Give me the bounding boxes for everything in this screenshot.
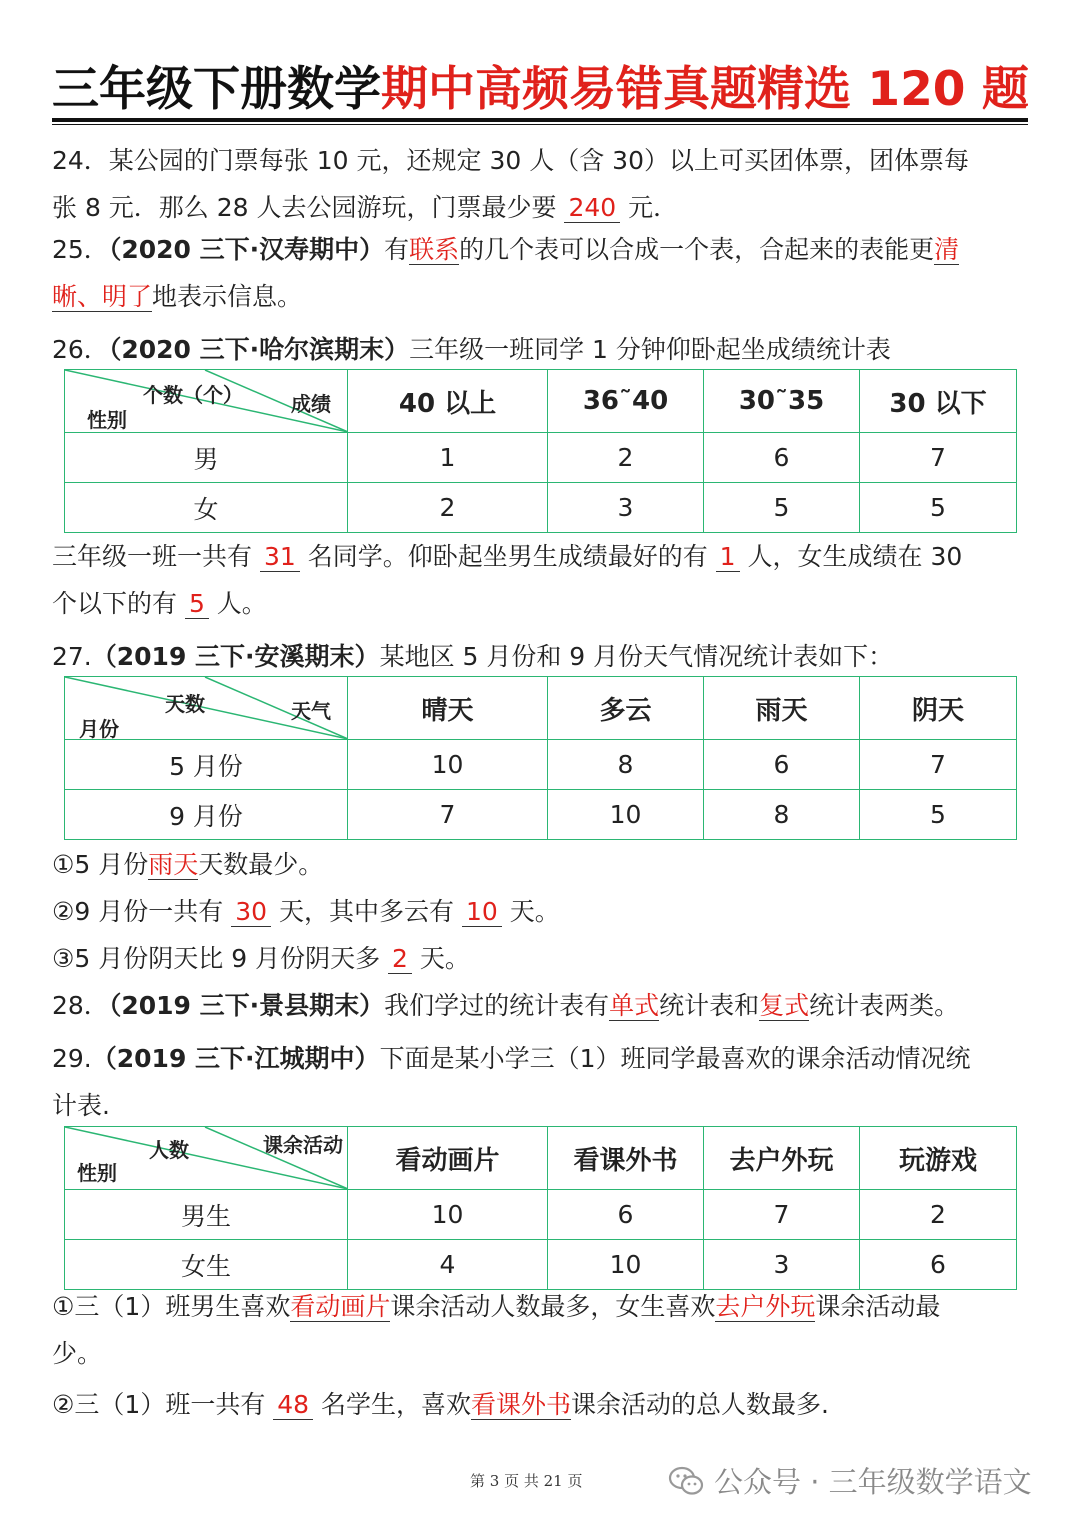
diagonal-header-cell: 天数 天气 月份 (65, 677, 348, 740)
q26-sentence-1: 三年级一班一共有 31 名同学。仰卧起坐男生成绩最好的有 1 人，女生成绩在 30 (52, 542, 963, 571)
table-header: 去户外玩 (704, 1127, 860, 1190)
table-header: 玩游戏 (860, 1127, 1017, 1190)
q24-line1: 24．某公园的门票每张 10 元，还规定 30 人（含 30）以上可买团体票，团体票每 (52, 146, 969, 175)
table-header: 30 以下 (860, 370, 1017, 433)
table-header: 看课外书 (548, 1127, 704, 1190)
q29-heading-2: 计表. (52, 1091, 110, 1120)
table-header: 阴天 (860, 677, 1017, 740)
table-row: 女 2 3 5 5 (65, 483, 1017, 533)
q26-heading: 26．（2020 三下·哈尔滨期末）三年级一班同学 1 分钟仰卧起坐成绩统计表 (52, 335, 891, 364)
table-row: 5 月份 10 8 6 7 (65, 740, 1017, 790)
q25-answer-2: 清 (934, 235, 960, 264)
table-header: 雨天 (704, 677, 860, 740)
table-row: 男 1 2 6 7 (65, 433, 1017, 483)
q29-sentence-2: ②三（1）班一共有 48 名学生，喜欢看课外书课余活动的总人数最多. (52, 1390, 829, 1419)
q27-heading: 27.（2019 三下·安溪期末）某地区 5 月份和 9 月份天气情况统计表如下： (52, 642, 894, 671)
table-header: 多云 (548, 677, 704, 740)
title-rule-thin (52, 124, 1028, 125)
table-header: 看动画片 (348, 1127, 548, 1190)
activity-table (64, 1126, 1017, 1290)
q27-sentence-1: ①5 月份雨天天数最少。 (52, 850, 324, 879)
title-rule-thick (52, 118, 1028, 122)
table-header: 40 以上 (348, 370, 548, 433)
weather-table (64, 676, 1017, 840)
q29-sentence-1: ①三（1）班男生喜欢看动画片课余活动人数最多，女生喜欢去户外玩课余活动最 (52, 1292, 941, 1321)
table-row: 9 月份 7 10 8 5 (65, 790, 1017, 840)
table-header: 36˜40 (548, 370, 704, 433)
page-number: 第 3 页 共 21 页 (470, 1472, 583, 1490)
situp-score-table (64, 369, 1017, 533)
table-row: 女生 4 10 3 6 (65, 1240, 1017, 1290)
q25-answer-3: 晰、明了 (52, 282, 153, 311)
q25-line2: 晰、明了地表示信息。 (52, 282, 303, 311)
q28-line: 28．（2019 三下·景县期末）我们学过的统计表有单式统计表和复式统计表两类。 (52, 991, 960, 1020)
table-header: 晴天 (348, 677, 548, 740)
q27-sentence-2: ②9 月份一共有 30 天，其中多云有 10 天。 (52, 897, 560, 926)
q26-sentence-2: 个以下的有 5 人。 (52, 589, 267, 618)
watermark: 公众号 · 三年级数学语文 (668, 1460, 1032, 1501)
diagonal-header-cell: 人数 课余活动 性别 (65, 1127, 348, 1190)
page-title: 三年级下册数学期中高频易错真题精选 120 题 (52, 62, 1029, 117)
wechat-icon (668, 1465, 704, 1497)
q27-sentence-3: ③5 月份阴天比 9 月份阴天多 2 天。 (52, 944, 470, 973)
table-row: 男生 10 6 7 2 (65, 1190, 1017, 1240)
q24-answer: 240 (564, 193, 620, 223)
diagonal-header-cell: 个数（个） 成绩 性别 (65, 370, 348, 433)
q29-heading: 29.（2019 三下·江城期中）下面是某小学三（1）班同学最喜欢的课余活动情况统 (52, 1044, 971, 1073)
q25-line1: 25．（2020 三下·汉寿期中）有联系的几个表可以合成一个表，合起来的表能更清 (52, 235, 960, 264)
q24-line2: 张 8 元．那么 28 人去公园游玩，门票最少要 240 元． (52, 193, 679, 222)
table-header: 30˜35 (704, 370, 860, 433)
q29-sentence-1-cont: 少。 (52, 1339, 103, 1368)
q25-answer-1: 联系 (409, 235, 460, 264)
